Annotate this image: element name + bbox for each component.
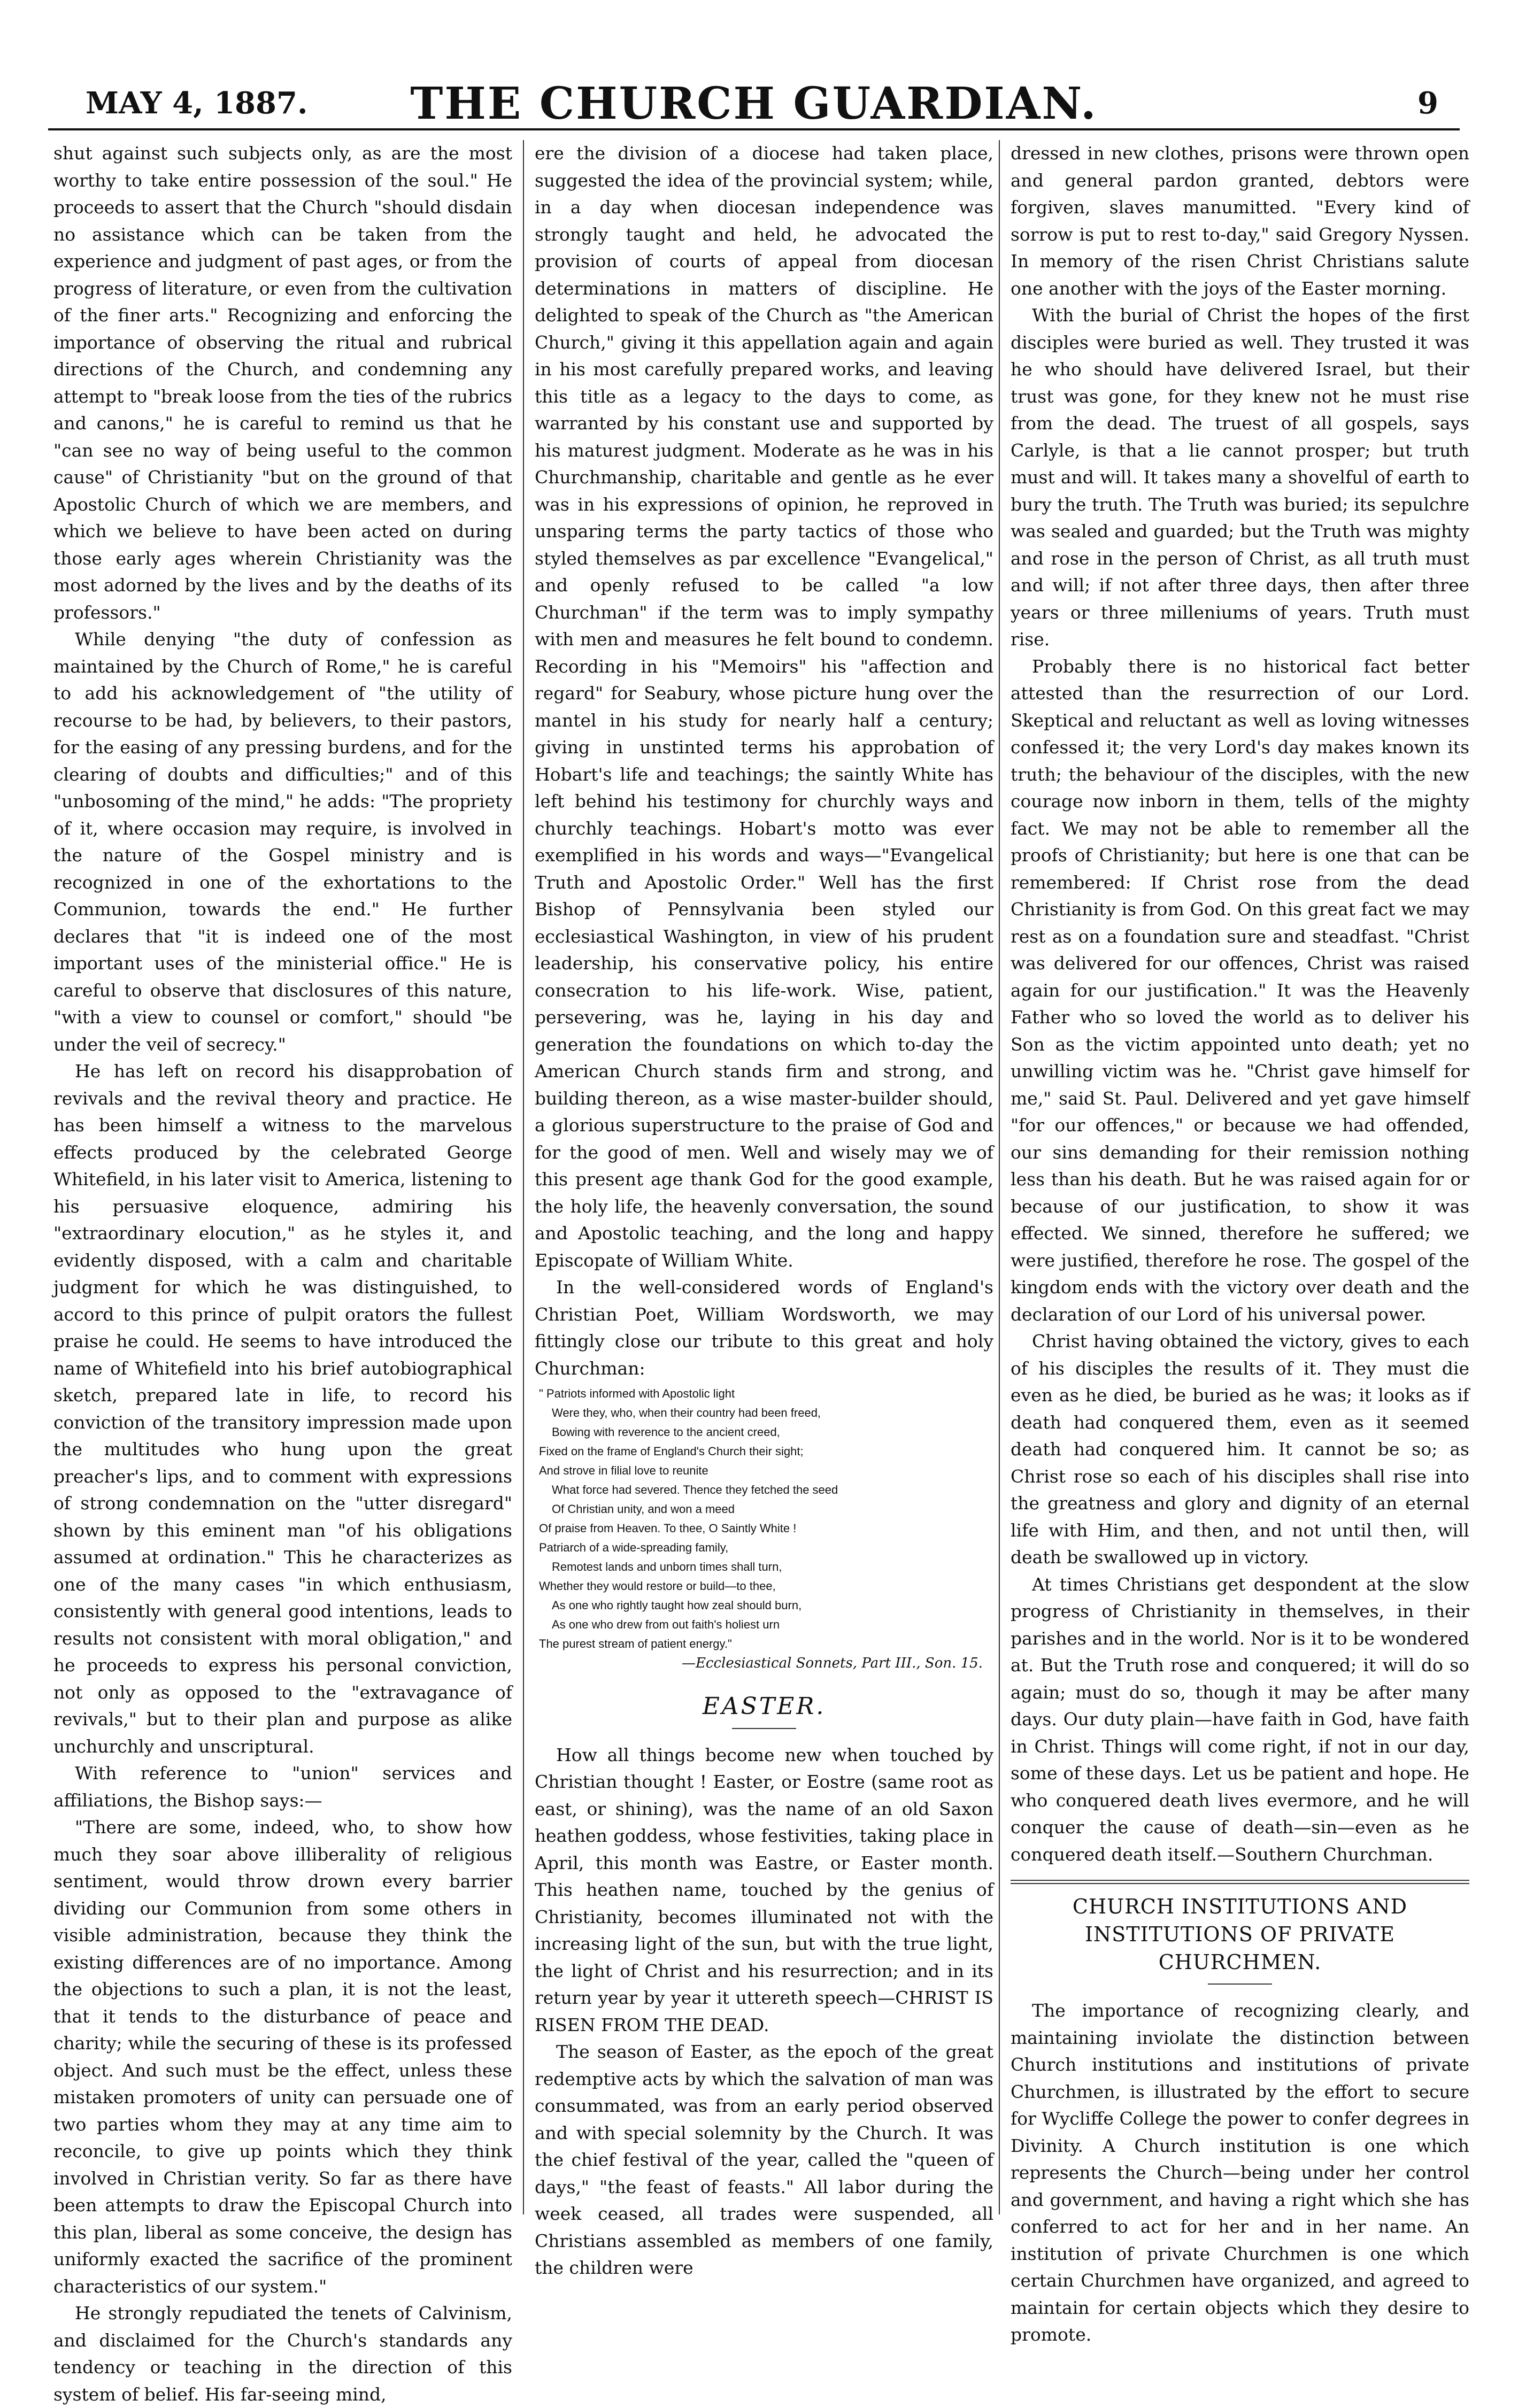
heading-rule [732, 1728, 796, 1729]
section-rule [1011, 1880, 1469, 1884]
poem-line: The purest stream of patient energy." [539, 1637, 732, 1650]
poem-line: Of Christian unity, and won a meed [552, 1502, 735, 1516]
poem-line: As one who rightly taught how zeal should burn, [552, 1599, 802, 1612]
paragraph: With the burial of Christ the hopes of the first disciples were buried as well. They trusted it was he who should have delivered Israel, but their trust was gone, for they knew not he must rise from the dead. The truest of all gospels, says Carlyle, is that a lie cannot prosper; but truth must and will. It takes many a shovelful of earth to bury the truth. The Truth was buried; its sepulchre was sealed and guarded; but the Truth was mighty and rose in the person of Christ, as all truth must and will; if not after three days, then after three years or three milleniums of years. Truth must rise. [1011, 305, 1469, 650]
masthead [48, 16, 1460, 130]
paragraph: In the well-considered words of England's Christian Poet, William Wordsworth, we may fittingly close our tribute to this great and holy Churchman: [535, 1277, 993, 1379]
paragraph: The season of Easter, as the epoch of the great redemptive acts by which the salvation of man was consummated, was from an early period observed and with special solemnity by the Church. It was the chief festival of the year, called the "queen of days," "the feast of feasts." All labor during the week ceased, all trades were suspended, all Christians assembled as members of one family, the children were [535, 2041, 993, 2278]
poem-line: And strove in filial love to reunite [539, 1464, 708, 1477]
paragraph: The importance of recognizing clearly, and maintaining inviolate the distinction between Church institutions and institutions of private Churchmen, is illustrated by the effort to secure for Wycliffe College the power to confer degrees in Divinity. A Church institution is one which represents the Church—being under her control and government, and having a right which she has conferred to act for her and in her name. An institution of private Churchmen is one which certain Churchmen have organized, and agreed to maintain for certain objects which they desire to promote. [1011, 2000, 1469, 2345]
paragraph: At times Christians get despondent at the slow progress of Christianity in themselves, in their parishes and in the world. Nor is it to be wondered at. But the Truth rose and conquered; it will do so again; must do so, though it may be after many days. Our duty plain—have faith in God, have faith in Christ. Things will come right, if not in our day, some of these days. Let us be patient and hope. He who conquered death lives evermore, and he will conquer the cause of death—sin—even as he conquered death itself.—Southern Churchman. [1011, 1573, 1469, 1865]
column-3 [1011, 140, 1469, 2345]
poem-line: Of praise from Heaven. To thee, O Saintly White ! [539, 1522, 797, 1535]
column-2 [535, 140, 993, 2278]
poem-line: What force had severed. Thence they fetched the seed [552, 1483, 838, 1496]
paragraph: dressed in new clothes, prisons were thrown open and general pardon granted, debtors were forgiven, slaves manumitted. "Every kind of sorrow is put to rest to-day," said Gregory Nyssen. In memory of the risen Christ Christians salute one another with the joys of the Easter morning. [1011, 143, 1469, 299]
paragraph: With reference to "union" services and affiliations, the Bishop says:— [53, 1763, 512, 1811]
newspaper-title: THE CHURCH GUARDIAN. [410, 78, 1098, 129]
poem-line: Remotest lands and unborn times shall turn, [552, 1560, 782, 1573]
poem-line: " Patriots informed with Apostolic light [539, 1387, 735, 1400]
poem-citation: —Ecclesiastical Sonnets, Part III., Son. 15. [681, 1655, 983, 1671]
paragraph: How all things become new when touched by Christian thought ! Easter, or Eostre (same root as east, or shining), was the name of an old Saxon heathen goddess, whose festivities, taking place in April, this month was Eastre, or Easter month. This heathen name, touched by the genius of Christianity, becomes illuminated not with the increasing light of the sun, but with the true light, the light of Christ and his resurrection; and in its return year by year it uttereth speech—CHRIST IS RISEN FROM THE DEAD. [535, 1744, 993, 2035]
paragraph: shut against such subjects only, as are the most worthy to take entire possession of the soul." He proceeds to assert that the Church "should disdain no assistance which can be taken from the experience and judgment of past ages, or from the progress of literature, or even from the cultivation of the finer arts." Recognizing and enforcing the importance of observing the ritual and rubrical directions of the Church, and condemning any attempt to "break loose from the ties of the rubrics and canons," he is careful to remind us that he "can see no way of being useful to the common cause" of Christianity "but on the ground of that Apostolic Church of which we are members, and which we believe to have been acted on during those early ages wherein Christianity was the most adorned by the lives and by the deaths of its professors." [53, 143, 512, 623]
page-number: 9 [1417, 86, 1438, 121]
article-heading-easter: EASTER. [702, 1693, 826, 1720]
issue-date: MAY 4, 1887. [86, 86, 308, 121]
article-heading-church-institutions: CHURCH INSTITUTIONS AND INSTITUTIONS OF PRIVATE CHURCHMEN. [1072, 1895, 1408, 1974]
paragraph: Probably there is no historical fact better attested than the resurrection of our Lord. Skeptical and reluctant as well as loving witnesses confessed it; the very Lord's day makes known its truth; the behaviour of the disciples, with the new courage now inborn in them, tells of the mighty fact. We may not be able to remember all the proofs of Christianity; but here is one that can be remembered: If Christ rose from the dead Christianity is from God. On this great fact we may rest as on a foundation sure and steadfast. "Christ was delivered for our offences, Christ was raised again for our justification." It was the Heavenly Father who so loved the world as to deliver his Son as the victim appointed unto death; yet no unwilling victim was he. "Christ gave himself for me," said St. Paul. Delivered and yet gave himself "for our offences," or because we had offended, our sins demanding for their remission nothing less than his death. But he was raised again for or because of our justification, to show it was effected. We sinned, therefore he suffered; we were justified, therefore he rose. The gospel of the kingdom ends with the victory over death and the declaration of our Lord of his universal power. [1011, 655, 1469, 1325]
poem-line: Patriarch of a wide-spreading family, [539, 1541, 729, 1554]
paragraph: He strongly repudiated the tenets of Calvinism, and disclaimed for the Church's standards any tendency or teaching in the direction of this system of belief. His far-seeing mind, [53, 2303, 512, 2405]
wordsworth-sonnet [539, 1384, 993, 1673]
column-1 [53, 140, 512, 2405]
column-rule [999, 140, 1000, 2214]
column-rule [523, 140, 524, 2214]
poem-line: Whether they would restore or build—to thee, [539, 1579, 776, 1593]
paragraph: "There are some, indeed, who, to show how much they soar above illiberality of religious sentiment, would throw drown every barrier dividing our Communion from some others in visible administration, because they think the existing differences are of no importance. Among the objections to such a plan, it is not the least, that it tends to the disturbance of peace and charity; while the securing of these is its professed object. And such must be the effect, unless these mistaken promoters of unity can persuade one of two parties whom they may at any time aim to reconcile, to give up points which they think involved in Christian verity. So far as there have been attempts to draw the Episcopal Church into this plan, liberal as some conceive, the design has uniformly exacted the sacrifice of the prominent characteristics of our system." [53, 1817, 512, 2297]
paragraph: While denying "the duty of confession as maintained by the Church of Rome," he is careful to add his acknowledgement of "the utility of recourse to be had, by believers, to their pastors, for the easing of any pressing burdens, and for the clearing of doubts and difficulties;" and of this "unbosoming of the mind," he adds: "The propriety of it, where occasion may require, is involved in the nature of the Gospel ministry and is recognized in one of the exhortations to the Communion, towards the end." He further declares that "it is indeed one of the most important uses of the ministerial office." He is careful to observe that disclosures of this nature, "with a view to counsel or comfort," should "be under the veil of secrecy." [53, 629, 512, 1055]
heading-rule [1208, 1983, 1272, 1985]
paragraph: ere the division of a diocese had taken place, suggested the idea of the provincial system; while, in a day when diocesan independence was strongly taught and held, he advocated the provision of courts of appeal from diocesan determinations in matters of discipline. He delighted to speak of the Church as "the American Church," giving it this appellation again and again in his most carefully prepared works, and leaving this title as a legacy to the days to come, as warranted by his constant use and supported by his maturest judgment. Moderate as he was in his Churchmanship, charitable and gentle as he ever was in his expressions of opinion, he reproved in unsparing terms the party tactics of those who styled themselves as par excellence "Evangelical," and openly refused to be called "a low Churchman" if the term was to imply sympathy with men and measures he felt bound to condemn. Recording in his "Memoirs" his "affection and regard" for Seabury, whose picture hung over the mantel in his study for nearly half a century; giving in unstinted terms his approbation of Hobart's life and teachings; the saintly White has left behind his testimony for churchly ways and churchly teachings. Hobart's motto was ever exemplified in his words and ways—"Evangelical Truth and Apostolic Order." Well has the first Bishop of Pennsylvania been styled our ecclesiastical Washington, in view of his prudent leadership, his conservative policy, his entire consecration to his life-work. Wise, patient, persevering, was he, laying in his day and generation the foundations on which to-day the American Church stands firm and strong, and building thereon, as a wise master-builder should, a glorious superstructure to the praise of God and for the good of men. Well and wisely may we of this present age thank God for the good example, the holy life, the heavenly conversation, the sound and Apostolic teaching, and the long and happy Episcopate of William White. [535, 143, 993, 1271]
poem-line: Bowing with reverence to the ancient creed, [552, 1425, 780, 1439]
poem-line: Fixed on the frame of England's Church their sight; [539, 1445, 804, 1458]
poem-line: As one who drew from out faith's holiest urn [552, 1618, 780, 1631]
paragraph: Christ having obtained the victory, gives to each of his disciples the results of it. They must die even as he died, be buried as he was; it looks as if death had conquered them, even as it seemed death had conquered him. It cannot be so; as Christ rose so each of his disciples shall rise into the greatness and glory and dignity of an eternal life with Him, and then, and not until then, will death be swallowed up in victory. [1011, 1331, 1469, 1568]
poem-line: Were they, who, when their country had been freed, [552, 1406, 821, 1419]
paragraph: He has left on record his disapprobation of revivals and the revival theory and practice. He has been himself a witness to the marvelous effects produced by the celebrated George Whitefield, in his later visit to America, listening to his persuasive eloquence, admiring his "extraordinary elocution," as he styles it, and evidently disposed, with a calm and charitable judgment for which he was distinguished, to accord to this prince of pulpit orators the fullest praise he could. He seems to have introduced the name of Whitefield into his brief autobiographical sketch, prepared late in life, to record his conviction of the transitory impression made upon the multitudes who hung upon the great preacher's lips, and to comment with expressions of strong condemnation on the "utter disregard" shown by this eminent man "of his obligations assumed at ordination." This he characterizes as one of the many cases "in which enthusiasm, consistently with general good intentions, leads to results not consistent with moral obligation," and he proceeds to express his personal conviction, not only as opposed to the "extravagance of revivals," but to their plan and purpose as alike unchurchly and unscriptural. [53, 1061, 512, 1757]
